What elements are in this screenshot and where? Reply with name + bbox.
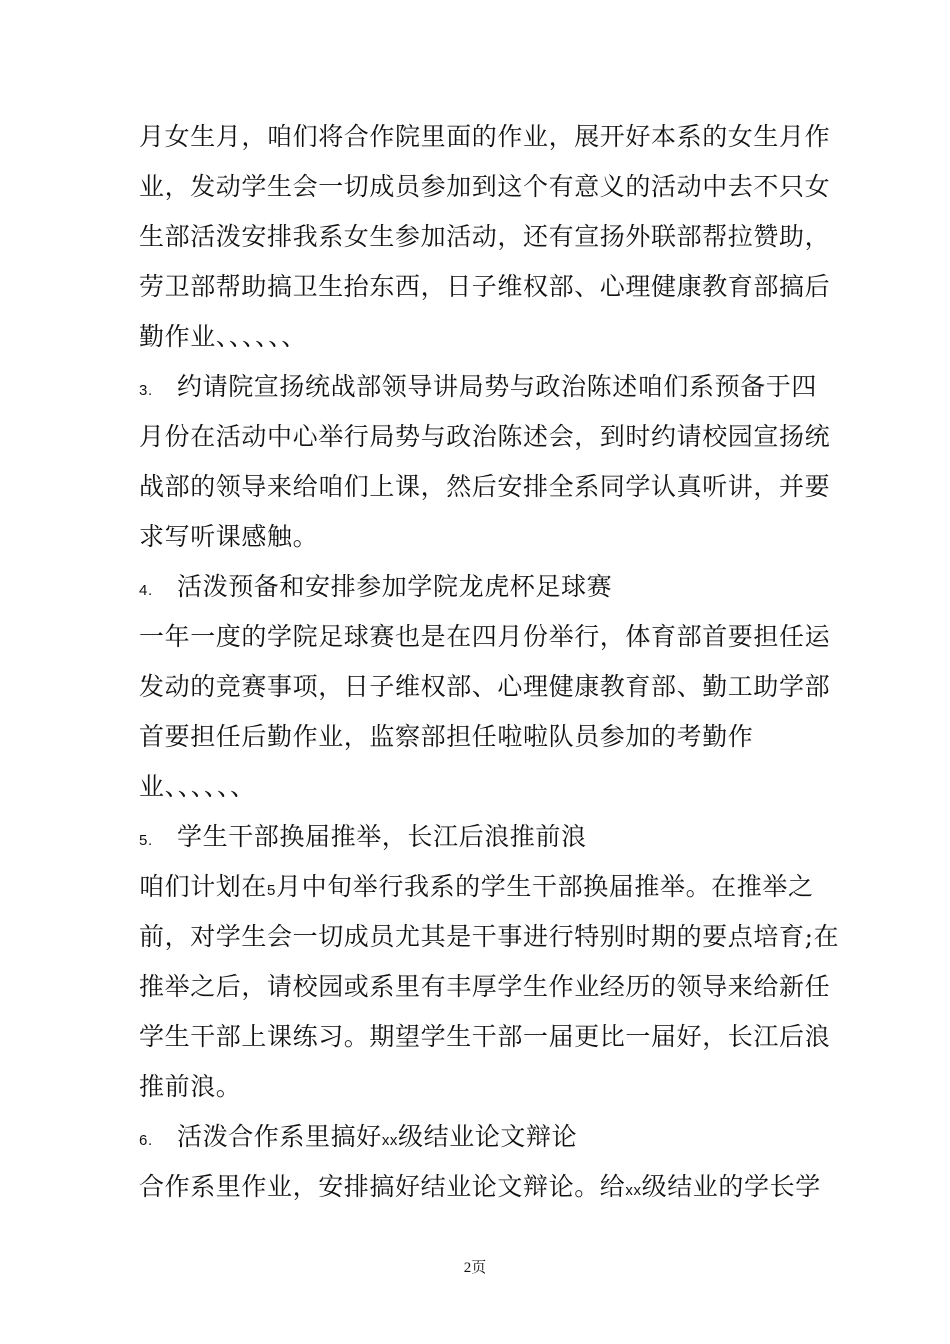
text-segment: 月中旬举行我系的学生干部换届推举。在推举之 [275,872,814,901]
item-number: 6. [139,1132,153,1149]
page-number: 2页 [463,1260,487,1276]
item-heading [139,362,839,412]
text-number: xx [381,1132,399,1149]
item-number: 4. [139,582,153,599]
text-line: 前，对学生会一切成员尤其是干事进行特别时期的要点培育;在 [139,922,839,951]
item-heading-text: 活泼预备和安排参加学院龙虎杯足球赛 [177,572,613,601]
item-heading-text: 学生干部换届推举，长江后浪推前浪 [177,822,587,851]
item-heading-text: 约请院宣扬统战部领导讲局势与政治陈述咱们系预备于四 [177,372,818,401]
text-line: 勤作业、、、、、、 [139,322,307,351]
text-number: 5 [267,882,276,899]
item-heading [139,812,839,862]
text-line [139,862,839,912]
text-line: 业、、、、、、 [139,772,256,801]
text-line: 发动的竞赛事项，日子维权部、心理健康教育部、勤工助学部 [139,672,831,701]
item-number: 3. [139,382,153,399]
text-line: 战部的领导来给咱们上课，然后安排全系同学认真听讲，并要 [139,472,831,501]
text-line: 求写听课感触。 [139,522,319,551]
text-number: xx [625,1182,642,1199]
text-line: 生部活泼安排我系女生参加活动，还有宣扬外联部帮拉赞助， [139,222,831,251]
item-heading [139,562,839,612]
text-line: 业，发动学生会一切成员参加到这个有意义的活动中去不只女 [139,172,831,201]
text-segment: 合作系里作业，安排搞好结业论文辩论。给 [139,1172,626,1201]
text-segment: 级结业的学长学 [641,1172,821,1201]
text-line: 月份在活动中心举行局势与政治陈述会，到时约请校园宣扬统 [139,422,831,451]
text-line: 学生干部上课练习。期望学生干部一届更比一届好，长江后浪 [139,1022,831,1051]
item-number: 5. [139,832,153,849]
text-line: 首要担任后勤作业，监察部担任啦啦队员参加的考勤作 [139,722,754,751]
body-text [139,112,839,1212]
text-line: 一年一度的学院足球赛也是在四月份举行，体育部首要担任运 [139,622,831,651]
text-segment: 咱们计划在 [139,872,268,901]
item-heading-text: 级结业论文辩论 [398,1122,578,1151]
text-line: 推举之后，请校园或系里有丰厚学生作业经历的领导来给新任 [139,972,831,1001]
text-line [139,1162,839,1212]
item-heading [139,1112,839,1162]
item-heading-text: 活泼合作系里搞好 [177,1122,382,1151]
text-line: 月女生月，咱们将合作院里面的作业，展开好本系的女生月作 [139,122,831,151]
text-line: 推前浪。 [139,1072,242,1101]
text-line: 劳卫部帮助搞卫生抬东西，日子维权部、心理健康教育部搞后 [139,272,831,301]
